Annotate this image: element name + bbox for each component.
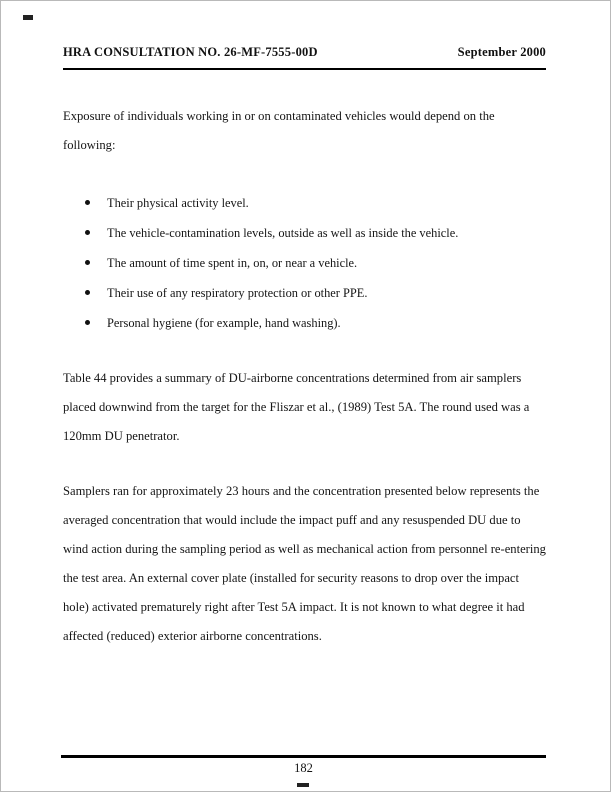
list-item: [77, 218, 546, 248]
list-item: [77, 278, 546, 308]
page-number: 182: [294, 761, 313, 775]
list-item: [77, 248, 546, 278]
document-footer: [61, 755, 546, 777]
bullet-list: [63, 188, 546, 338]
document-date: September 2000: [457, 45, 546, 59]
bullet-icon: [85, 290, 90, 295]
document-title: HRA CONSULTATION NO. 26-MF-7555-00D: [63, 45, 318, 59]
list-item-text: Their use of any respiratory protection or other PPE.: [107, 286, 368, 300]
scan-artifact: [297, 783, 309, 787]
bullet-icon: [85, 320, 90, 325]
list-item: [77, 308, 546, 338]
bullet-icon: [85, 260, 90, 265]
intro-paragraph: Exposure of individuals working in or on contaminated vehicles would depend on the following:: [63, 109, 495, 152]
list-item-text: The vehicle-contamination levels, outside as well as inside the vehicle.: [107, 226, 459, 240]
list-item-text: Their physical activity level.: [107, 196, 249, 210]
bullet-icon: [85, 200, 90, 205]
header-rule: [63, 68, 546, 70]
list-item-text: The amount of time spent in, on, or near a vehicle.: [107, 256, 358, 270]
paragraph-table44: Table 44 provides a summary of DU-airborne concentrations determined from air samplers placed downwind from the target for the Fliszar et al., (1989) Test 5A. The round used was a 120mm DU penetrator.: [63, 371, 530, 443]
document-header: [63, 45, 546, 60]
paragraph-samplers: Samplers ran for approximately 23 hours and the concentration presented below represents the averaged concentration that would include the impact puff and any resuspended DU due to wind action during the sampling period as well as mechanical action from personnel re-entering the test area. An external cover plate (installed for security reasons to drop over the impact hole) activated prematurely right after Test 5A impact. It is not known to what degree it had affected (reduced) exterior airborne concentrations.: [63, 484, 546, 643]
footer-rule: [61, 755, 546, 758]
list-item-text: Personal hygiene (for example, hand washing).: [107, 316, 341, 330]
page-content: [1, 1, 610, 791]
bullet-icon: [85, 230, 90, 235]
list-item: [77, 188, 546, 218]
